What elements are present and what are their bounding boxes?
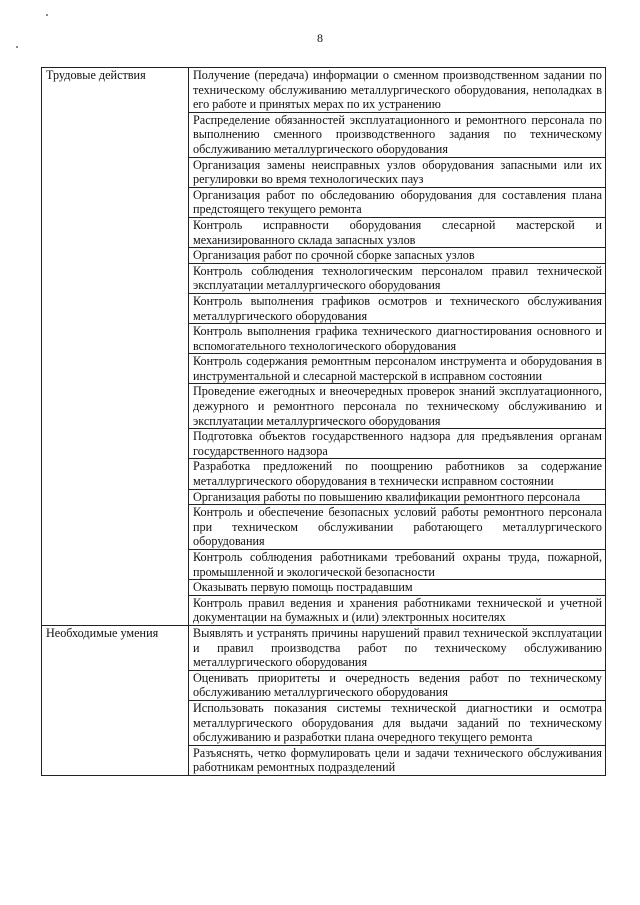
scan-dot [46,14,48,16]
table-cell: Контроль и обеспечение безопасных условий работы ремонтного персонала при техническом обслуживании работающего металлургического оборудования [189,505,606,550]
table-cell: Организация работ по обследованию оборудования для составления плана предстоящего текущего ремонта [189,187,606,217]
table-cell: Контроль правил ведения и хранения работниками технической и учетной документации на бумажных и (или) электронных носителях [189,595,606,625]
table-row [42,625,606,670]
table-cell: Оказывать первую помощь пострадавшим [189,580,606,596]
section-heading: Необходимые умения [42,625,189,775]
table-cell: Контроль содержания ремонтным персоналом инструмента и оборудования в инструментальной и слесарной мастерской в исправном состоянии [189,354,606,384]
table-row [42,68,606,113]
table-cell: Организация работ по срочной сборке запасных узлов [189,248,606,264]
page-number: 8 [317,31,323,45]
table-body [42,68,606,776]
table-cell: Организация работы по повышению квалификации ремонтного персонала [189,489,606,505]
requirements-table [41,67,606,776]
section-heading: Трудовые действия [42,68,189,626]
table-cell: Получение (передача) информации о сменном производственном задании по техническому обслуживанию металлургического оборудования, неполадках в его работе и принятых мерах по их устранению [189,68,606,113]
table-cell: Выявлять и устранять причины нарушений правил технической эксплуатации и правил производства работ по техническому обслуживанию металлургического оборудования [189,625,606,670]
table-cell: Контроль выполнения графиков осмотров и технического обслуживания металлургического оборудования [189,293,606,323]
table-cell: Контроль выполнения графика технического диагностирования основного и вспомогательного технологического оборудования [189,324,606,354]
table-cell: Использовать показания системы технической диагностики и осмотра металлургического оборудования для выдачи заданий по техническому обслуживанию и разработки плана очередного текущего ремонта [189,700,606,745]
table-cell: Подготовка объектов государственного надзора для предъявления органам государственного надзора [189,429,606,459]
table-cell: Распределение обязанностей эксплуатационного и ремонтного персонала по выполнению сменного производственного задания по техническому обслуживанию металлургического оборудования [189,112,606,157]
scan-dot [16,46,18,48]
table-cell: Разъяснять, четко формулировать цели и задачи технического обслуживания работникам ремонтных подразделений [189,745,606,775]
table-cell: Разработка предложений по поощрению работников за содержание металлургического оборудования в технически исправном состоянии [189,459,606,489]
table-cell: Оценивать приоритеты и очередность ведения работ по техническому обслуживанию металлургического оборудования [189,670,606,700]
table-cell: Контроль исправности оборудования слесарной мастерской и механизированного склада запасных узлов [189,217,606,247]
table-cell: Организация замены неисправных узлов оборудования запасными или их регулировки во время технологических пауз [189,157,606,187]
table-cell: Контроль соблюдения технологическим персоналом правил технической эксплуатации металлургического оборудования [189,263,606,293]
table-cell: Проведение ежегодных и внеочередных проверок знаний эксплуатационного, дежурного и ремонтного персонала по техническому обслуживанию и эксплуатации металлургического оборудования [189,384,606,429]
table-cell: Контроль соблюдения работниками требований охраны труда, пожарной, промышленной и экологической безопасности [189,550,606,580]
